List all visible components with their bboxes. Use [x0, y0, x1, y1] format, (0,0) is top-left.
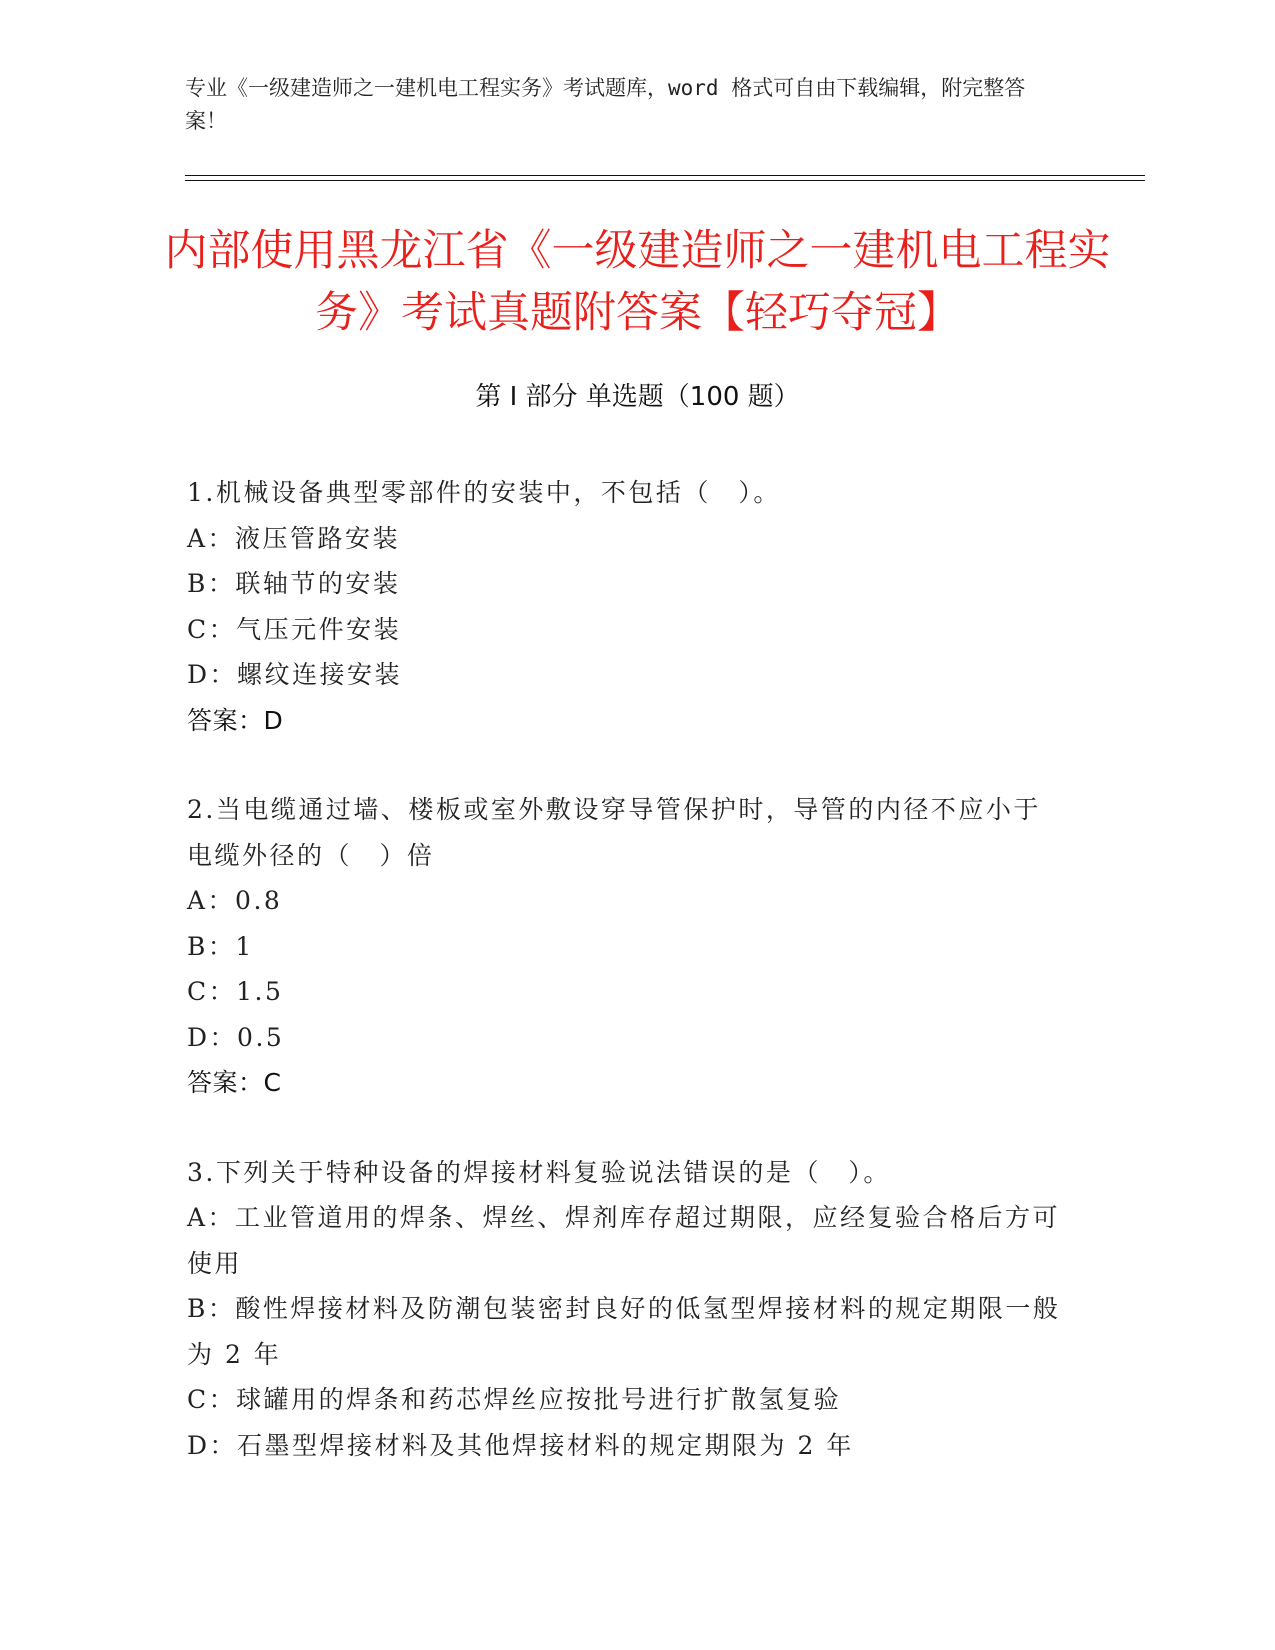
- option-a: A：液压管路安装: [187, 523, 401, 553]
- section-heading: 第 I 部分 单选题（100 题）: [475, 382, 800, 412]
- option-c: C：气压元件安装: [187, 614, 402, 644]
- option-d: D：石墨型焊接材料及其他焊接材料的规定期限为 2 年: [187, 1430, 854, 1460]
- document-title: 内部使用黑龙江省《一级建造师之一建机电工程实务》考试真题附答案【轻巧夺冠】: [164, 226, 1111, 338]
- option-b: B：酸性焊接材料及防潮包装密封良好的低氢型焊接材料的规定期限一般为 2 年: [187, 1294, 1061, 1369]
- header-divider-top: [185, 175, 1145, 176]
- answer-line: 答案：C: [187, 1068, 282, 1097]
- header-divider-bottom: [185, 180, 1145, 181]
- option-d: D：螺纹连接安装: [187, 660, 403, 689]
- option-c: C：1.5: [187, 977, 284, 1006]
- option-a: A：工业管道用的焊条、焊丝、焊剂库存超过期限，应经复验合格后方可使用: [187, 1203, 1061, 1278]
- question-3: [187, 1150, 1067, 1469]
- option-d: D：0.5: [187, 1022, 285, 1052]
- question-stem: 3.下列关于特种设备的焊接材料复验说法错误的是（ ）。: [187, 1157, 891, 1187]
- question-1: [187, 470, 1067, 743]
- option-c: C：球罐用的焊条和药芯焊丝应按批号进行扩散氢复验: [187, 1385, 842, 1414]
- question-stem: 1.机械设备典型零部件的安装中，不包括（ ）。: [187, 478, 781, 507]
- option-b: B：1: [187, 931, 254, 961]
- question-list: [187, 470, 1067, 1512]
- answer-line: 答案：D: [187, 705, 284, 735]
- option-a: A：0.8: [187, 886, 283, 915]
- question-stem: 2.当电缆通过墙、楼板或室外敷设穿导管保护时，导管的内径不应小于电缆外径的（ ）倍: [187, 795, 1041, 870]
- header-note: 专业《一级建造师之一建机电工程实务》考试题库，word 格式可自由下载编辑，附完整答案！: [185, 76, 1026, 133]
- question-2: [187, 787, 1067, 1106]
- option-b: B：联轴节的安装: [187, 569, 401, 598]
